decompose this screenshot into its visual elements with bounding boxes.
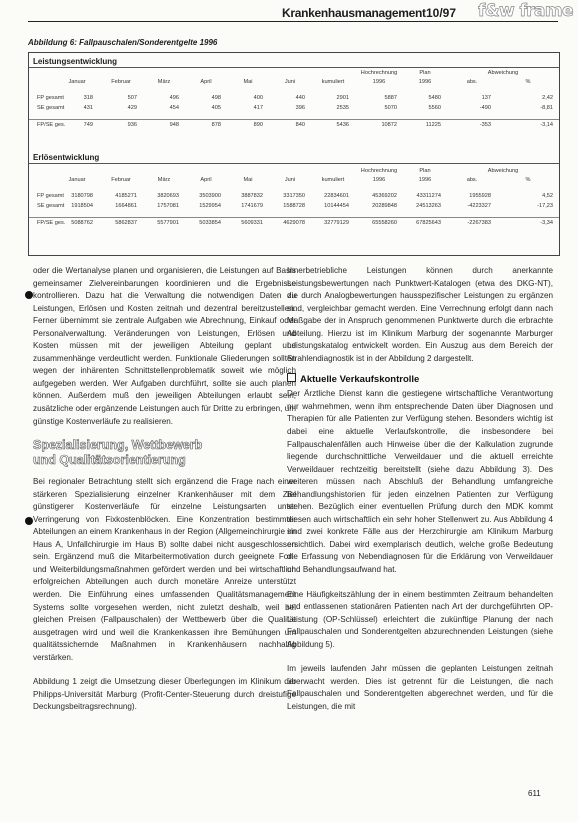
body-paragraph: Bei regionaler Betrachtung stellt sich ergänzend die Frage nach einer stärkeren Spezialisierung einzelner Krankenhäuser mit dem Ziel günstigerer Kostenverläufe für einzelne Leistungsarten unter Verringerung von Fixkostenblöcken. Eine Konzentration bestimmter Abteilungen an einem Krankenhaus in der Region (Allgemeinchirurgie im Haus A, Unfallchirurgie im Haus B) sollte dabei nicht ausgeschlossen sein. Ergänzend muß die Mitarbeitermotivation durch geeignete Fort- und Weiterbildungsmaßnahmen gefördert werden und bei wirtschaftlich erfolgreichen Abteilungen auch durch monetäre Anreize unterstützt werden. Die Einführung eines umfassenden Qualitätsmanagement Systems sollte vorgesehen werden, nicht zuletzt deshalb, weil bei gleichen Preisen (Fallpauschalen) der Wettbewerb über die Qualität ausgetragen wird und weil die Krankenkassen ihre Bemühungen um qualitätssichernde Maßnahmen in Krankenhäusern nachhaltig verstärken. <box>33 477 296 662</box>
table-cell: 10144454 <box>324 203 349 209</box>
column-header: Mai <box>243 177 253 183</box>
table-cell: 22834601 <box>324 193 349 199</box>
column-header: Januar <box>68 177 86 183</box>
row-label: SE gesamt <box>37 105 65 111</box>
section-heading-line: und Qualitätsorientierung <box>33 453 186 468</box>
table-cell: 3180798 <box>71 193 93 199</box>
table-cell: 3820693 <box>157 193 179 199</box>
table-cell: 1529954 <box>199 203 221 209</box>
group-header: Plan <box>419 70 431 76</box>
table-row <box>29 93 559 103</box>
row-label: SE gesamt <box>37 203 65 209</box>
table-cell: 5480 <box>428 95 441 101</box>
punch-hole-mark <box>25 517 33 525</box>
leistung-table <box>29 69 559 130</box>
table-row <box>29 103 559 113</box>
table-cell: 11225 <box>403 120 447 131</box>
column-header: Mai <box>243 79 253 85</box>
row-label: FP/SE ges. <box>29 218 55 229</box>
table-cell: -8,81 <box>540 105 554 111</box>
table-cell: 507 <box>127 95 137 101</box>
erloes-rule <box>29 163 559 164</box>
table-cell: 749 <box>55 120 99 131</box>
group-header: Hochrechnung <box>360 168 398 174</box>
running-title: Krankenhausmanagement <box>282 6 426 20</box>
table-cell: 5088762 <box>55 218 99 229</box>
table-cell: 4185271 <box>115 193 137 199</box>
table-cell: 496 <box>169 95 179 101</box>
journal-logo: f&w frame <box>478 1 573 21</box>
column-header: 1996 <box>418 177 432 183</box>
column-header: März <box>157 79 171 85</box>
body-paragraph: Innerbetriebliche Leistungen können durch anerkannte Leistungsbewertungen nach Punktwert-Katalogen (etwa des DKG-NT), die durch Analogbewertungen hausspezifischer Leistungen zu ergänzen sind, vergleichbar gemacht werden. Eine Verrechnung erfolgt dann nach Maßgabe der in Anspruch genommenen Punktwerte durch die erbrachte Abteilung. Hierzu ist im Klinikum Marburg der sogenannte Marburger Leistungskatalog entwickelt worden. Ein Auszug aus dem Bereich der Strahlendiagnostik ist in der Abbildung 2 dargestellt. <box>287 266 553 363</box>
table-cell: 840 <box>269 120 311 131</box>
column-header: abs. <box>466 177 478 183</box>
column-header: % <box>525 177 531 183</box>
column-header: Februar <box>111 177 131 183</box>
column-header: kumuliert <box>321 177 345 183</box>
row-label: FP/SE ges. <box>29 120 55 131</box>
table-cell: 400 <box>253 95 263 101</box>
table-cell: 24513263 <box>416 203 441 209</box>
table-row <box>29 191 559 201</box>
column-header: Februar <box>111 79 131 85</box>
table-cell: 1757081 <box>157 203 179 209</box>
table-cell: 67825643 <box>403 218 447 229</box>
column-header: März <box>157 177 171 183</box>
column-header: Januar <box>68 79 86 85</box>
column-header: April <box>200 79 212 85</box>
table-cell: 4629078 <box>269 218 311 229</box>
table-cell: 45369202 <box>372 193 397 199</box>
table-cell: 440 <box>295 95 305 101</box>
table-cell: 5577901 <box>143 218 185 229</box>
table-cell: 405 <box>211 105 221 111</box>
table-cell: -3,34 <box>497 218 559 229</box>
table-cell: 318 <box>83 95 93 101</box>
row-label: FP gesamt <box>37 95 64 101</box>
subsection-heading-text: Aktuelle Verkaufskontrolle <box>300 374 420 386</box>
table-cell: 137 <box>481 95 491 101</box>
table-cell: 1955928 <box>469 193 491 199</box>
table-cell: 1664861 <box>115 203 137 209</box>
column-header: Juni <box>284 177 296 183</box>
table-cell: 396 <box>295 105 305 111</box>
table-cell: 20289848 <box>372 203 397 209</box>
table-cell: 890 <box>227 120 269 131</box>
table-cell: 3503900 <box>199 193 221 199</box>
header-rule <box>28 21 558 22</box>
subsection-heading <box>287 373 553 386</box>
erloes-table <box>29 167 559 228</box>
table-cell: -490 <box>479 105 491 111</box>
table-cell: 1588728 <box>283 203 305 209</box>
column-header: 1996 <box>372 177 386 183</box>
table-cell: -353 <box>447 120 497 131</box>
table-cell: 1918504 <box>71 203 93 209</box>
table-cell: 2901 <box>336 95 349 101</box>
right-column <box>287 265 553 714</box>
table-cell: 65558260 <box>355 218 403 229</box>
table-cell: 5560 <box>428 105 441 111</box>
table-cell: 1741679 <box>241 203 263 209</box>
table-cell: 429 <box>127 105 137 111</box>
body-paragraph: Abbildung 1 zeigt die Umsetzung dieser Überlegungen im Klinikum der Philipps-Universität Marburg (Profit-Center-Steuerung durch dreistufige Deckungsbeitragsrechnung). <box>33 677 296 712</box>
table-cell: 5862837 <box>99 218 143 229</box>
table-cell: 5033854 <box>185 218 227 229</box>
table-cell: 3887832 <box>241 193 263 199</box>
group-header: Abweichung <box>487 168 519 174</box>
column-header: Juni <box>284 79 296 85</box>
group-header: Hochrechnung <box>360 70 398 76</box>
table-cell: 454 <box>169 105 179 111</box>
table-row-total <box>29 218 559 229</box>
table-cell: -17,23 <box>537 203 554 209</box>
issue-number: 10/97 <box>426 6 457 20</box>
body-paragraph: Eine Häufigkeitszählung der in einem bestimmten Zeitraum behandelten und entlassenen stationären Patienten nach Art der durchgeführten OP-Leistung (OP-Schlüssel) erleichtert die zukünftige Planung der nach Fallpauschalen und Sonderentgelten abzurechnenden Leistungen (siehe Abbildung 5). <box>287 589 553 649</box>
table-row <box>29 201 559 211</box>
column-header: 1996 <box>372 79 386 85</box>
leistung-rule <box>29 67 559 68</box>
table-cell: 417 <box>253 105 263 111</box>
table-cell: -2267383 <box>447 218 497 229</box>
table-cell: 5609331 <box>227 218 269 229</box>
left-column <box>33 265 296 714</box>
table-cell: 3317350 <box>283 193 305 199</box>
erloes-title: Erlösentwicklung <box>33 153 100 162</box>
table-cell: 936 <box>99 120 143 131</box>
table-cell: 431 <box>83 105 93 111</box>
table-cell: 4,52 <box>542 193 554 199</box>
square-bullet-icon <box>287 373 296 382</box>
punch-hole-mark <box>25 291 33 299</box>
table-cell: 878 <box>185 120 227 131</box>
table-cell: -4223327 <box>467 203 491 209</box>
page-number: 611 <box>528 789 541 798</box>
column-header: April <box>200 177 212 183</box>
table-cell: 5436 <box>311 120 355 131</box>
table-cell: 2535 <box>336 105 349 111</box>
table-cell: -3,14 <box>497 120 559 131</box>
column-header: abs. <box>466 79 478 85</box>
table-cell: 5887 <box>384 95 397 101</box>
column-header: kumuliert <box>321 79 345 85</box>
group-header: Plan <box>419 168 431 174</box>
group-header: Abweichung <box>487 70 519 76</box>
table-cell: 2,42 <box>542 95 554 101</box>
figure-caption: Abbildung 6: Fallpauschalen/Sonderentgelte 1996 <box>28 38 218 47</box>
body-paragraph: oder die Wertanalyse planen und organisieren, die Leistungen auf Basis gemeinsamer Zielvereinbarungen koordinieren und die Ergebnisse kontrollieren. Dazu hat die Verwaltung die notwendigen Daten zu Leistungen, Erlösen und Kosten zeitnah und dezentral bereitzustellen. Ferner übernimmt sie zentrale Aufgaben wie Abrechnung, Einkauf oder Personalverwaltung. Veränderungen von Leistungen, Erlösen und Kosten müssen mit der jeweiligen Abteilung geplant und zusammenhänge verdeutlicht werden. Funktionale Gliederungen sollten wegen der inhärenten Schnittstellenproblematik soweit wie möglich aufgegeben werden. Wer Aufgaben durchführt, sollte sie auch planen können. Außerdem muß den jeweiligen Abteilungen erlaubt sein, zusätzliche oder ergänzende Leistungen auch für Dritte zu erbringen, um günstige Kostenverläufe zu realisieren. <box>33 266 296 426</box>
leistung-title: Leistungsentwicklung <box>33 57 118 66</box>
column-header: 1996 <box>418 79 432 85</box>
table-cell: 10872 <box>355 120 403 131</box>
table-cell: 498 <box>211 95 221 101</box>
body-paragraph: Im jeweils laufenden Jahr müssen die geplanten Leistungen zeitnah überwacht werden. Dies ist getrennt für die Leistungen, die nach Fallpauschalen und Sonderentgelten abgerechnet werden, und für die Leistungen, die mit <box>287 664 553 711</box>
figure-table-box <box>28 52 560 256</box>
table-cell: 5070 <box>384 105 397 111</box>
table-row-total <box>29 120 559 131</box>
row-label: FP gesamt <box>37 193 64 199</box>
table-cell: 948 <box>143 120 185 131</box>
table-cell: 43311274 <box>416 193 441 199</box>
section-heading-line: Spezialisierung, Wettbewerb <box>33 438 203 453</box>
table-cell: 32779129 <box>311 218 355 229</box>
column-header: % <box>525 79 531 85</box>
body-paragraph: Der Ärztliche Dienst kann die gestiegene wirtschaftliche Verantwortung nur wahrnehmen, wenn ihm entsprechende Daten über Diagnosen und Therapien für alle Patienten zur Verfügung stehen. Besonders wichtig ist dabei eine aktuelle Verlaufskontrolle, die insbesondere bei Fallpauschalenfällen auch Hinweise über die der Kalkulation zugrunde liegende durchschnittliche Verweildauer und die aktuell erreichte Verweildauer rechtzeitig bereitstellt (siehe dazu Abbildung 3). Des weiteren müssen nach Abschluß der Behandlung umfangreiche Behandlungshistorien für jeden einzelnen Patienten zur Verfügung stehen. Bezüglich einer eventuellen Prüfung durch den MDK kommt diesen auch wirtschaftlich ein sehr hoher Stellenwert zu. Aus Abbildung 4 sind zwei konkrete Fälle aus der Herzchirurgie am Klinikum Marburg ersichtlich. Dabei wird exemplarisch deutlich, welche große Bedeutung die Erfassung von Nebendiagnosen für die Erklärung von Verweildauer und Behandlungsaufwand hat. <box>287 389 553 575</box>
section-heading <box>33 438 296 468</box>
